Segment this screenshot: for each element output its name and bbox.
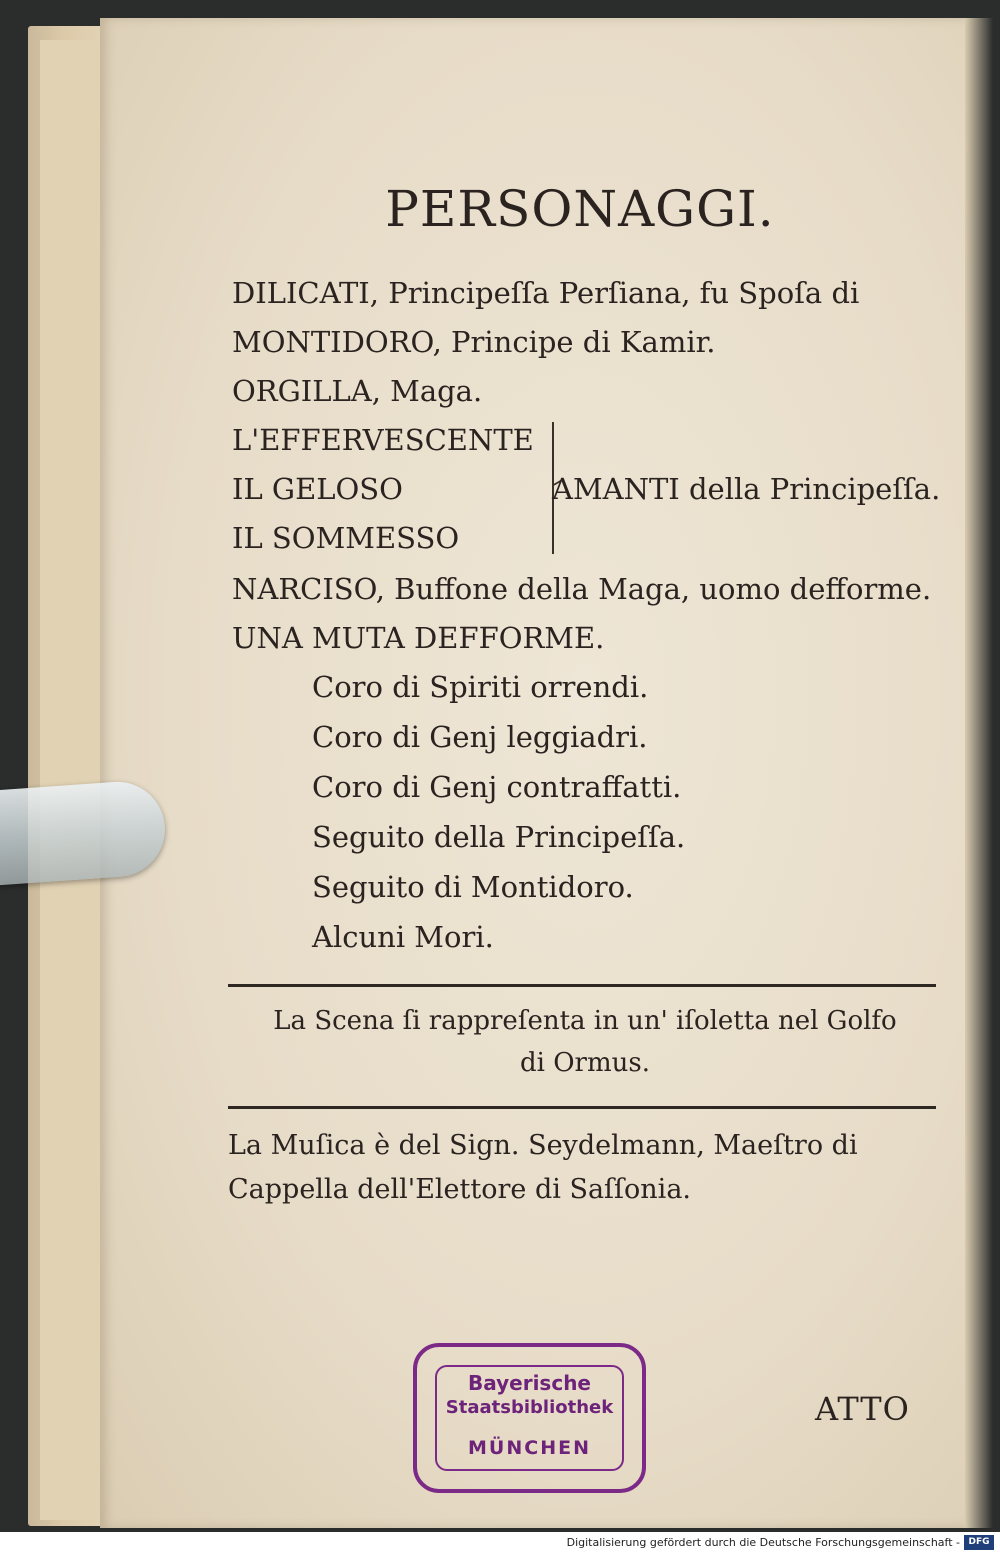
chorus-genj-contraffatti: Coro di Genj contraffatti. xyxy=(312,770,682,804)
dfg-logo-icon: DFG xyxy=(964,1535,994,1550)
seguito-montidoro: Seguito di Montidoro. xyxy=(312,870,634,904)
chorus-genj-leggiadri: Coro di Genj leggiadri. xyxy=(312,720,648,754)
stamp-line-1: Bayerische xyxy=(467,1371,591,1395)
role-orgilla: ORGILLA, Maga. xyxy=(232,374,483,408)
footer-bar xyxy=(0,1532,1000,1554)
catchword: ATTO xyxy=(815,1390,910,1428)
footer-credit: Digitalisierung gefördert durch die Deutsche Forschungsgemeinschaft - xyxy=(566,1536,960,1549)
role-dilicati: DILICATI, Principeſſa Perſiana, fu Spoſa di xyxy=(232,276,860,310)
role-muta: UNA MUTA DEFFORME. xyxy=(232,621,605,655)
role-sommesso: IL SOMMESSO xyxy=(232,521,460,555)
music-note: La Muſica è del Sign. Seydelmann, Maeſtro di Cappella dell'Elettore di Saſſonia. xyxy=(228,1130,858,1205)
seguito-principessa: Seguito della Principeſſa. xyxy=(312,820,686,854)
scene-note: La Scena ſi rappreſenta in un' iſoletta nel Golfo di Ormus. xyxy=(273,1006,897,1078)
stamp-line-2: Staatsbibliothek xyxy=(445,1397,614,1418)
amanti-label: AMANTI della Principeſſa. xyxy=(552,472,941,506)
role-montidoro: MONTIDORO, Principe di Kamir. xyxy=(232,325,716,359)
alcuni-mori: Alcuni Mori. xyxy=(312,920,494,954)
library-stamp xyxy=(413,1343,646,1493)
role-effervescente: L'EFFERVESCENTE xyxy=(232,423,534,457)
stamp-line-3: MÜNCHEN xyxy=(468,1437,591,1459)
page-edge-right xyxy=(965,18,1000,1528)
role-geloso: IL GELOSO xyxy=(232,472,403,506)
role-narciso: NARCISO, Buffone della Maga, uomo defforme. xyxy=(232,572,932,606)
page-title: PERSONAGGI. xyxy=(385,180,775,238)
chorus-spiriti: Coro di Spiriti orrendi. xyxy=(312,670,649,704)
divider-rule xyxy=(228,984,936,987)
divider-rule xyxy=(228,1106,936,1109)
